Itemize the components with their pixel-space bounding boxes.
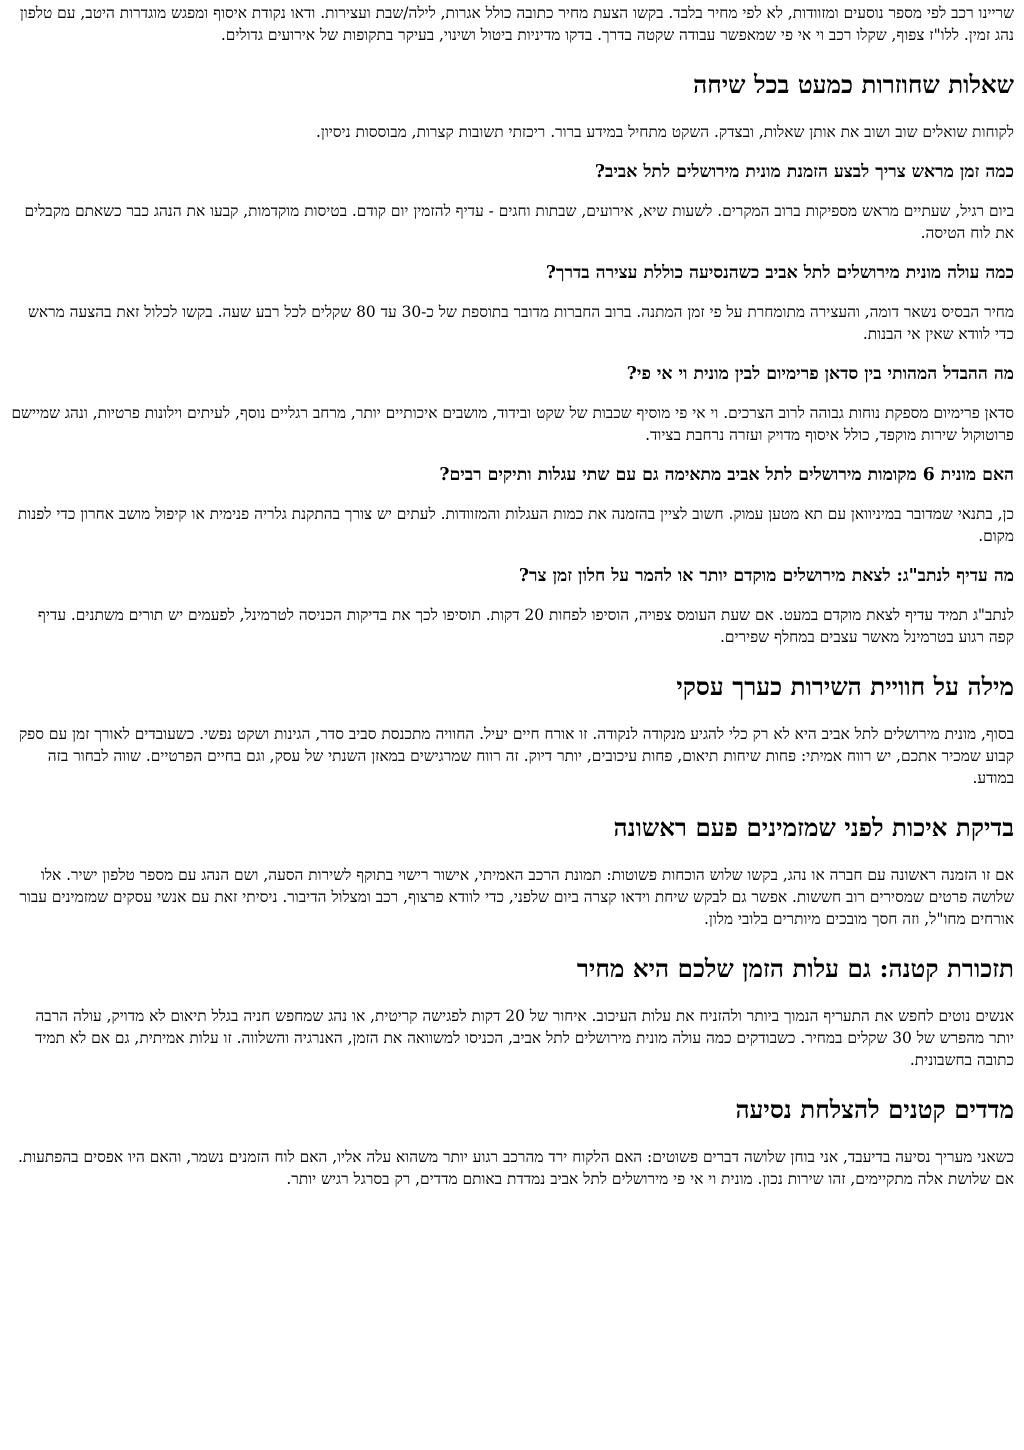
faq-answer: סדאן פרימיום מספקת נוחות גבוהה לרוב הצרכים. וי אי פי מוסיף שכבות של שקט ובידוד, מושבים איכותיים יותר, מרחב רגליים נוסף, לעיתים וילונות פרטיות, ונהג שמיישם פרוטוקול שירות מוקפד, כולל איסוף מדויק ועזרה נרחבת בציוד. — [11, 404, 1014, 444]
metrics-section — [10, 1093, 1014, 1190]
faq-answer: לנתב"ג תמיד עדיף לצאת מוקדם במעט. אם שעת העומס צפויה, הוסיפו לפחות 20 דקות. תוסיפו לכך את בדיקות הכניסה לטרמינל, לפעמים יש תורים משתנים. עדיף קפה רגוע בטרמינל מאשר עצבים במחלף שפירים. — [37, 606, 1014, 646]
quality-check-heading: בדיקת איכות לפני שמזמינים פעם ראשונה — [613, 813, 1014, 842]
metrics-paragraph: כשאני מעריך נסיעה בדיעבד, אני בוחן שלושה דברים פשוטים: האם הלקוח ירד מהרכב רגוע יותר משהוא עלה אליו, האם לוח הזמנים נשמר, והאם היו אפסים בהפתעות. אם שלושת אלה מתקיימים, זהו שירות נכון. מונית וי אי פי מירושלים לתל אביב נמדדת באותם מדדים, רק בסרגל רגיש יותר. — [17, 1148, 1014, 1188]
faq-answer: מחיר הבסיס נשאר דומה, והעצירה מתומחרת על פי זמן המתנה. ברוב החברות מדובר בתוספת של כ-30 עד 80 שקלים לכל רבע שעה. בקשו לכלול זאת בהצעה מראש כדי לוודא שאין אי הבנות. — [27, 303, 1014, 343]
faq-item — [10, 463, 1014, 547]
reminder-paragraph: אנשים נוטים לחפש את התעריף הנמוך ביותר ולהזניח את עלות העיכוב. איחור של 20 דקות לפגישה קריטית, או נהג שמחפש חניה בגלל תיאום לא מדויק, עולה הרבה יותר מהפרש של 30 שקלים במחיר. כשבודקים כמה עולה מונית מירושלים לתל אביב, הכניסו למשוואה את הזמן, האנרגיה והשלווה. זו עלות אמיתית, גם אם לא תמיד כתובה בחשבונית. — [34, 1007, 1014, 1069]
experience-heading: מילה על חוויית השירות כערך עסקי — [676, 672, 1014, 701]
faq-item — [10, 362, 1014, 446]
metrics-heading: מדדים קטנים להצלחת נסיעה — [735, 1095, 1014, 1124]
faq-section — [10, 68, 1014, 648]
faq-item — [10, 564, 1014, 648]
quality-check-paragraph: אם זו הזמנה ראשונה עם חברה או נהג, בקשו שלוש הוכחות פשוטות: תמונת הרכב האמיתי, אישור רישוי בתוקף לשירות הסעה, ושם הנהג עם מספר טלפון ישיר. אלו שלושה פרטים שמסירים רוב חששות. אפשר גם לבקש שיחת וידאו קצרה ביום שלפני, כדי לוודא פרצוף, רכב ומצלול הדיבור. ניסיתי זאת עם אנשי עסקים שמזמינים עבור אורחים מחו"ל, וזה חסך מובכים מיותרים בלובי מלון. — [19, 866, 1014, 928]
faq-answer: כן, בתנאי שמדובר במיניוואן עם תא מטען עמוק. חשוב לציין בהזמנה את כמות העגלות והמזוודות. לעתים יש צורך בהתקנת גלריה פנימית או קיפול מושב אחרון כדי לפנות מקום. — [17, 505, 1014, 545]
article — [0, 2, 1024, 1190]
faq-question: כמה זמן מראש צריך לבצע הזמנת מונית מירושלים לתל אביב? — [594, 162, 1014, 182]
intro-paragraph: שריינו רכב לפי מספר נוסעים ומזוודות, לא לפי מחיר בלבד. בקשו הצעת מחיר כתובה כולל אגרות, לילה/שבת ועצירות. ודאו נקודת איסוף ומפגש מוגדרות היטב, עם טלפון נהג זמין. ללו"ז צפוף, שקלו רכב וי אי פי שמאפשר עבודה שקטה בדרך. בדקו מדיניות ביטול ושינוי, בעיקר בתקופות של אירועים גדולים. — [19, 4, 1014, 44]
experience-section — [10, 670, 1014, 789]
reminder-heading: תזכורת קטנה: גם עלות הזמן שלכם היא מחיר — [576, 954, 1014, 983]
reminder-section — [10, 952, 1014, 1071]
faq-question: האם מונית 6 מקומות מירושלים לתל אביב מתאימה גם עם שתי עגלות ותיקים רבים? — [439, 465, 1014, 485]
faq-heading: שאלות שחוזרות כמעט בכל שיחה — [693, 70, 1014, 99]
faq-question: מה ההבדל המהותי בין סדאן פרימיום לבין מונית וי אי פי? — [626, 364, 1014, 384]
faq-item — [10, 261, 1014, 345]
experience-paragraph: בסוף, מונית מירושלים לתל אביב היא לא רק כלי להגיע מנקודה לנקודה. זו אורח חיים יעיל. החוויה מתכנסת סביב סדר, הגינות ושקט נפשי. כשעובדים לאורך זמן עם ספק קבוע שמכיר אתכם, יש רווח אמיתי: פחות שיחות תיאום, פחות עיכובים, יותר דיוק. זה רווח שמרגישים במאזן השנתי של עסק, וגם בחיים הפרטיים. שווה לבחור בזה במודע. — [18, 725, 1014, 787]
faq-answer: ביום רגיל, שעתיים מראש מספיקות ברוב המקרים. לשעות שיא, אירועים, שבתות וחגים - עדיף להזמין יום קודם. בטיסות מוקדמות, קבעו את הנהג כבר כשאתם מקבלים את לוח הטיסה. — [24, 202, 1014, 242]
faq-question: כמה עולה מונית מירושלים לתל אביב כשהנסיעה כוללת עצירה בדרך? — [545, 263, 1014, 283]
quality-check-section — [10, 811, 1014, 930]
faq-question: מה עדיף לנתב"ג: לצאת מירושלים מוקדם יותר או להמר על חלון זמן צר? — [518, 566, 1014, 586]
faq-item — [10, 160, 1014, 244]
faq-intro: לקוחות שואלים שוב ושוב את אותן שאלות, ובצדק. השקט מתחיל במידע ברור. ריכזתי תשובות קצרות, מבוססות ניסיון. — [316, 123, 1014, 141]
